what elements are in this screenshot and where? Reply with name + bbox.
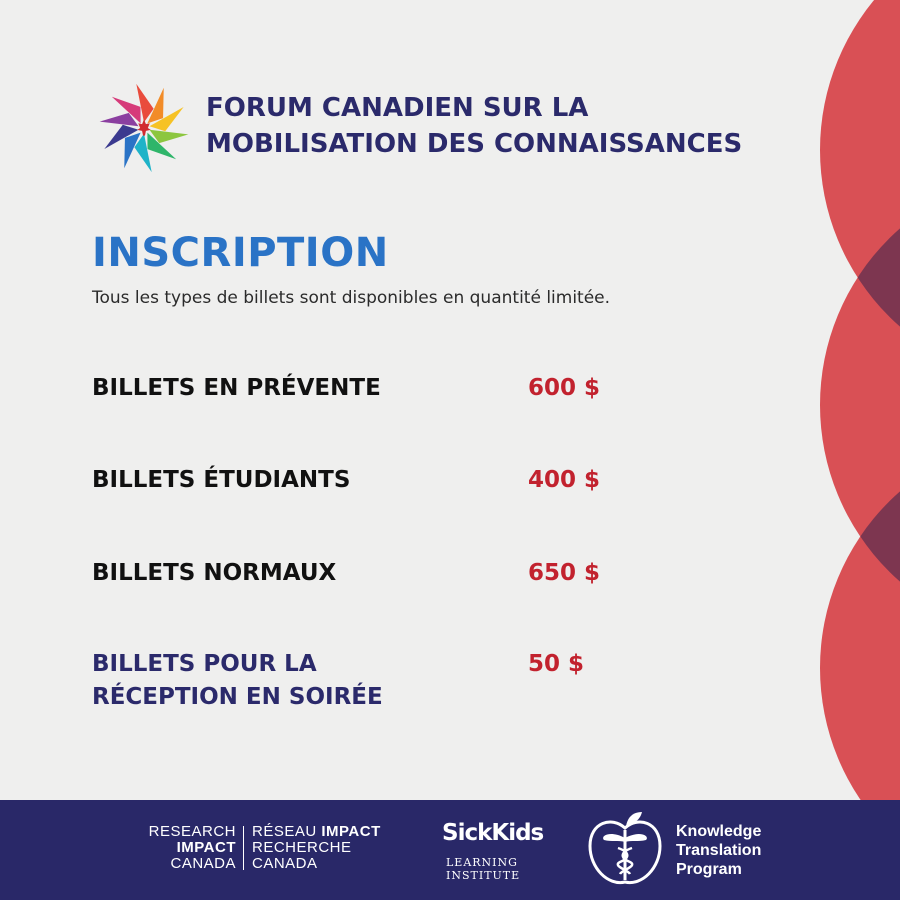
ticket-name: BILLETS ÉTUDIANTS [92,467,351,493]
ticket-price: 400 $ [528,467,601,493]
caduceus-apple-icon [582,806,668,892]
ticket-price: 600 $ [528,375,601,401]
forum-title-line1: FORUM CANADIEN SUR LA [206,93,589,123]
section-title: INSCRIPTION [92,230,389,276]
forum-title [206,90,826,162]
sickkids-subtitle: LEARNING INSTITUTE [446,856,521,882]
section-subtitle: Tous les types de billets sont disponibles en quantité limitée. [92,288,611,308]
footer-bar [0,800,900,900]
star-logo-icon [96,80,192,176]
research-impact-logo-fr: RÉSEAU IMPACT RECHERCHE CANADA [252,823,381,872]
ticket-price: 650 $ [528,560,601,586]
ticket-price: 50 $ [528,651,585,677]
kt-program-label: Knowledge Translation Program [676,823,762,878]
ticket-name-line2: RÉCEPTION EN SOIRÉE [92,684,383,710]
sickkids-logo: SickKids [442,820,544,846]
research-impact-logo-en: RESEARCH IMPACT CANADA [148,823,236,872]
ticket-name: BILLETS EN PRÉVENTE [92,375,381,401]
forum-title-line2: MOBILISATION DES CONNAISSANCES [206,129,743,159]
ticket-name [92,648,502,714]
ticket-name-line1: BILLETS POUR LA [92,651,317,677]
ticket-name: BILLETS NORMAUX [92,560,337,586]
header [96,80,816,180]
research-impact-divider [243,826,244,870]
